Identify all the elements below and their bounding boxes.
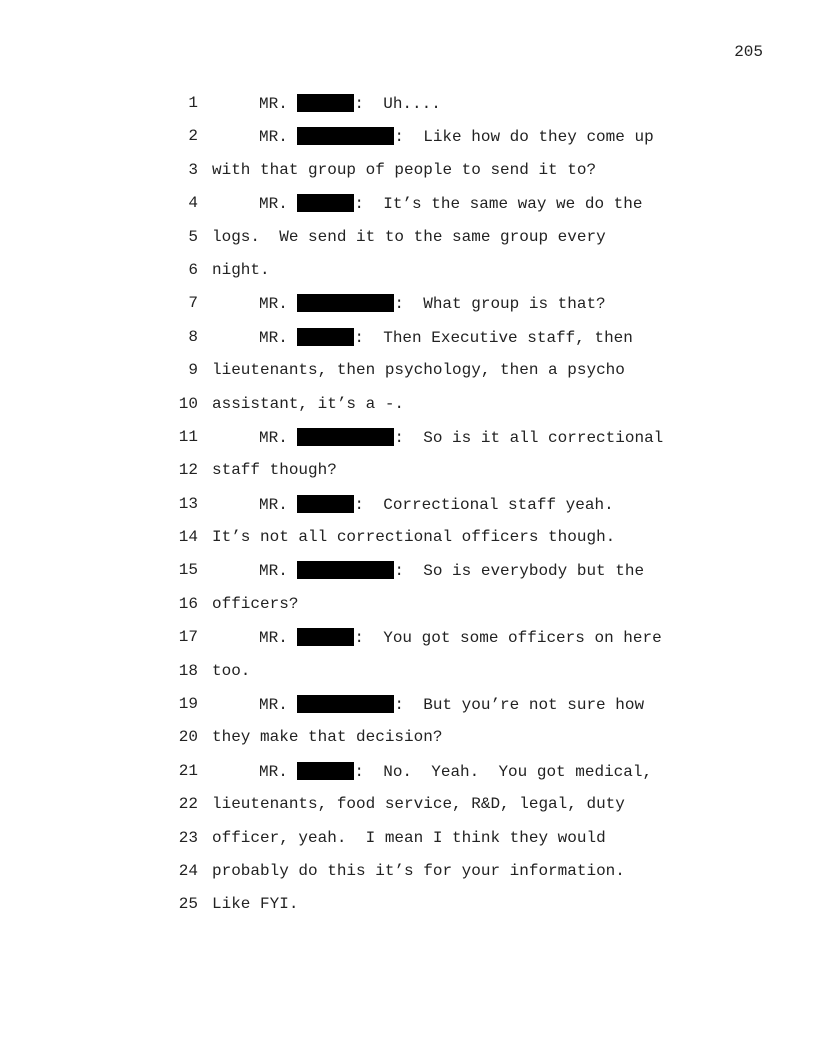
line-text	[259, 561, 644, 580]
line-number: 14	[178, 528, 198, 547]
line-number: 11	[178, 427, 198, 446]
line-number: 17	[178, 628, 198, 647]
line-number: 24	[178, 861, 198, 880]
speaker-title: MR.	[259, 328, 288, 347]
line-text: night.	[212, 260, 270, 279]
line-number: 4	[188, 194, 198, 213]
line-text	[259, 428, 663, 447]
speech-text: : It’s the same way we do the	[354, 195, 643, 214]
line-number: 10	[178, 394, 198, 413]
redaction-block	[297, 695, 394, 713]
speaker-title: MR.	[259, 629, 288, 648]
speaker-title: MR.	[259, 762, 288, 781]
redaction-block	[297, 762, 354, 780]
redaction-block	[297, 495, 354, 513]
line-number: 22	[178, 795, 198, 814]
speech-text: : Correctional staff yeah.	[354, 495, 614, 514]
transcript-line	[0, 361, 816, 394]
line-text: lieutenants, then psychology, then a psycho	[212, 361, 625, 380]
transcript-line	[0, 428, 816, 461]
speech-text: : What group is that?	[394, 295, 606, 314]
line-number: 8	[188, 327, 198, 346]
line-text	[259, 294, 606, 313]
transcript-line	[0, 561, 816, 594]
line-text: with that group of people to send it to?	[212, 160, 597, 179]
line-text	[259, 194, 642, 213]
speech-text: : No. Yeah. You got medical,	[354, 762, 653, 781]
transcript-line	[0, 762, 816, 795]
line-text: officers?	[212, 594, 299, 613]
page-number: 205	[734, 43, 763, 61]
line-number: 5	[188, 227, 198, 246]
redaction-block	[297, 328, 354, 346]
speaker-title: MR.	[259, 495, 288, 514]
line-text: assistant, it’s a -.	[212, 394, 405, 413]
line-number: 6	[188, 260, 198, 279]
line-text	[259, 328, 633, 347]
line-number: 16	[178, 594, 198, 613]
line-text: Like FYI.	[212, 895, 299, 914]
line-number: 15	[178, 561, 198, 580]
speaker-title: MR.	[259, 428, 288, 447]
line-text	[259, 127, 654, 146]
speech-text: : You got some officers on here	[354, 629, 662, 648]
transcript-line	[0, 94, 816, 127]
speech-text: : So is everybody but the	[394, 562, 645, 581]
speaker-title: MR.	[259, 696, 288, 715]
line-number: 19	[178, 695, 198, 714]
redaction-block	[297, 294, 394, 312]
redaction-block	[297, 127, 394, 145]
transcript-line	[0, 895, 816, 928]
transcript-line	[0, 628, 816, 661]
line-number: 9	[188, 361, 198, 380]
transcript-line	[0, 495, 816, 528]
line-text: It’s not all correctional officers though.	[212, 528, 616, 547]
speaker-title: MR.	[259, 95, 288, 113]
transcript-line	[0, 194, 816, 227]
transcript-line	[0, 161, 816, 194]
transcript-line	[0, 461, 816, 494]
transcript-line	[0, 127, 816, 160]
line-text: officer, yeah. I mean I think they would	[212, 828, 606, 847]
line-number: 20	[178, 728, 198, 747]
speaker-title: MR.	[259, 295, 288, 314]
redaction-block	[297, 628, 354, 646]
line-number: 2	[188, 127, 198, 146]
line-text	[259, 94, 441, 113]
line-number: 23	[178, 828, 198, 847]
redaction-block	[297, 428, 394, 446]
line-text: logs. We send it to the same group every	[212, 227, 606, 246]
speaker-title: MR.	[259, 562, 288, 581]
redaction-block	[297, 561, 394, 579]
transcript-line	[0, 728, 816, 761]
line-number: 1	[188, 94, 198, 112]
speech-text: : Then Executive staff, then	[354, 328, 633, 347]
redaction-block	[297, 94, 354, 112]
line-text: staff though?	[212, 461, 337, 480]
transcript-line	[0, 261, 816, 294]
transcript-line	[0, 395, 816, 428]
transcript-line	[0, 829, 816, 862]
transcript-line	[0, 862, 816, 895]
line-text: too.	[212, 661, 251, 680]
transcript-line	[0, 595, 816, 628]
line-text	[259, 495, 614, 514]
line-text	[259, 628, 662, 647]
line-text: probably do this it’s for your information.	[212, 861, 625, 880]
speech-text: : Uh....	[354, 95, 441, 113]
transcript-line	[0, 695, 816, 728]
line-number: 21	[178, 761, 198, 780]
line-number: 12	[178, 461, 198, 480]
redaction-block	[297, 194, 354, 212]
transcript-line	[0, 294, 816, 327]
transcript-body	[0, 94, 816, 929]
speaker-title: MR.	[259, 195, 288, 214]
line-number: 25	[178, 895, 198, 914]
line-text: lieutenants, food service, R&D, legal, duty	[212, 795, 625, 814]
line-text	[259, 762, 652, 781]
speech-text: : So is it all correctional	[394, 428, 664, 447]
line-number: 3	[188, 160, 198, 179]
speaker-title: MR.	[259, 128, 288, 147]
line-text	[259, 695, 644, 714]
transcript-line	[0, 328, 816, 361]
speech-text: : Like how do they come up	[394, 128, 654, 147]
line-number: 13	[178, 494, 198, 513]
transcript-line	[0, 662, 816, 695]
line-text: they make that decision?	[212, 728, 443, 747]
line-number: 7	[188, 294, 198, 313]
transcript-line	[0, 228, 816, 261]
speech-text: : But you’re not sure how	[394, 696, 645, 715]
transcript-line	[0, 528, 816, 561]
line-number: 18	[178, 661, 198, 680]
transcript-line	[0, 795, 816, 828]
